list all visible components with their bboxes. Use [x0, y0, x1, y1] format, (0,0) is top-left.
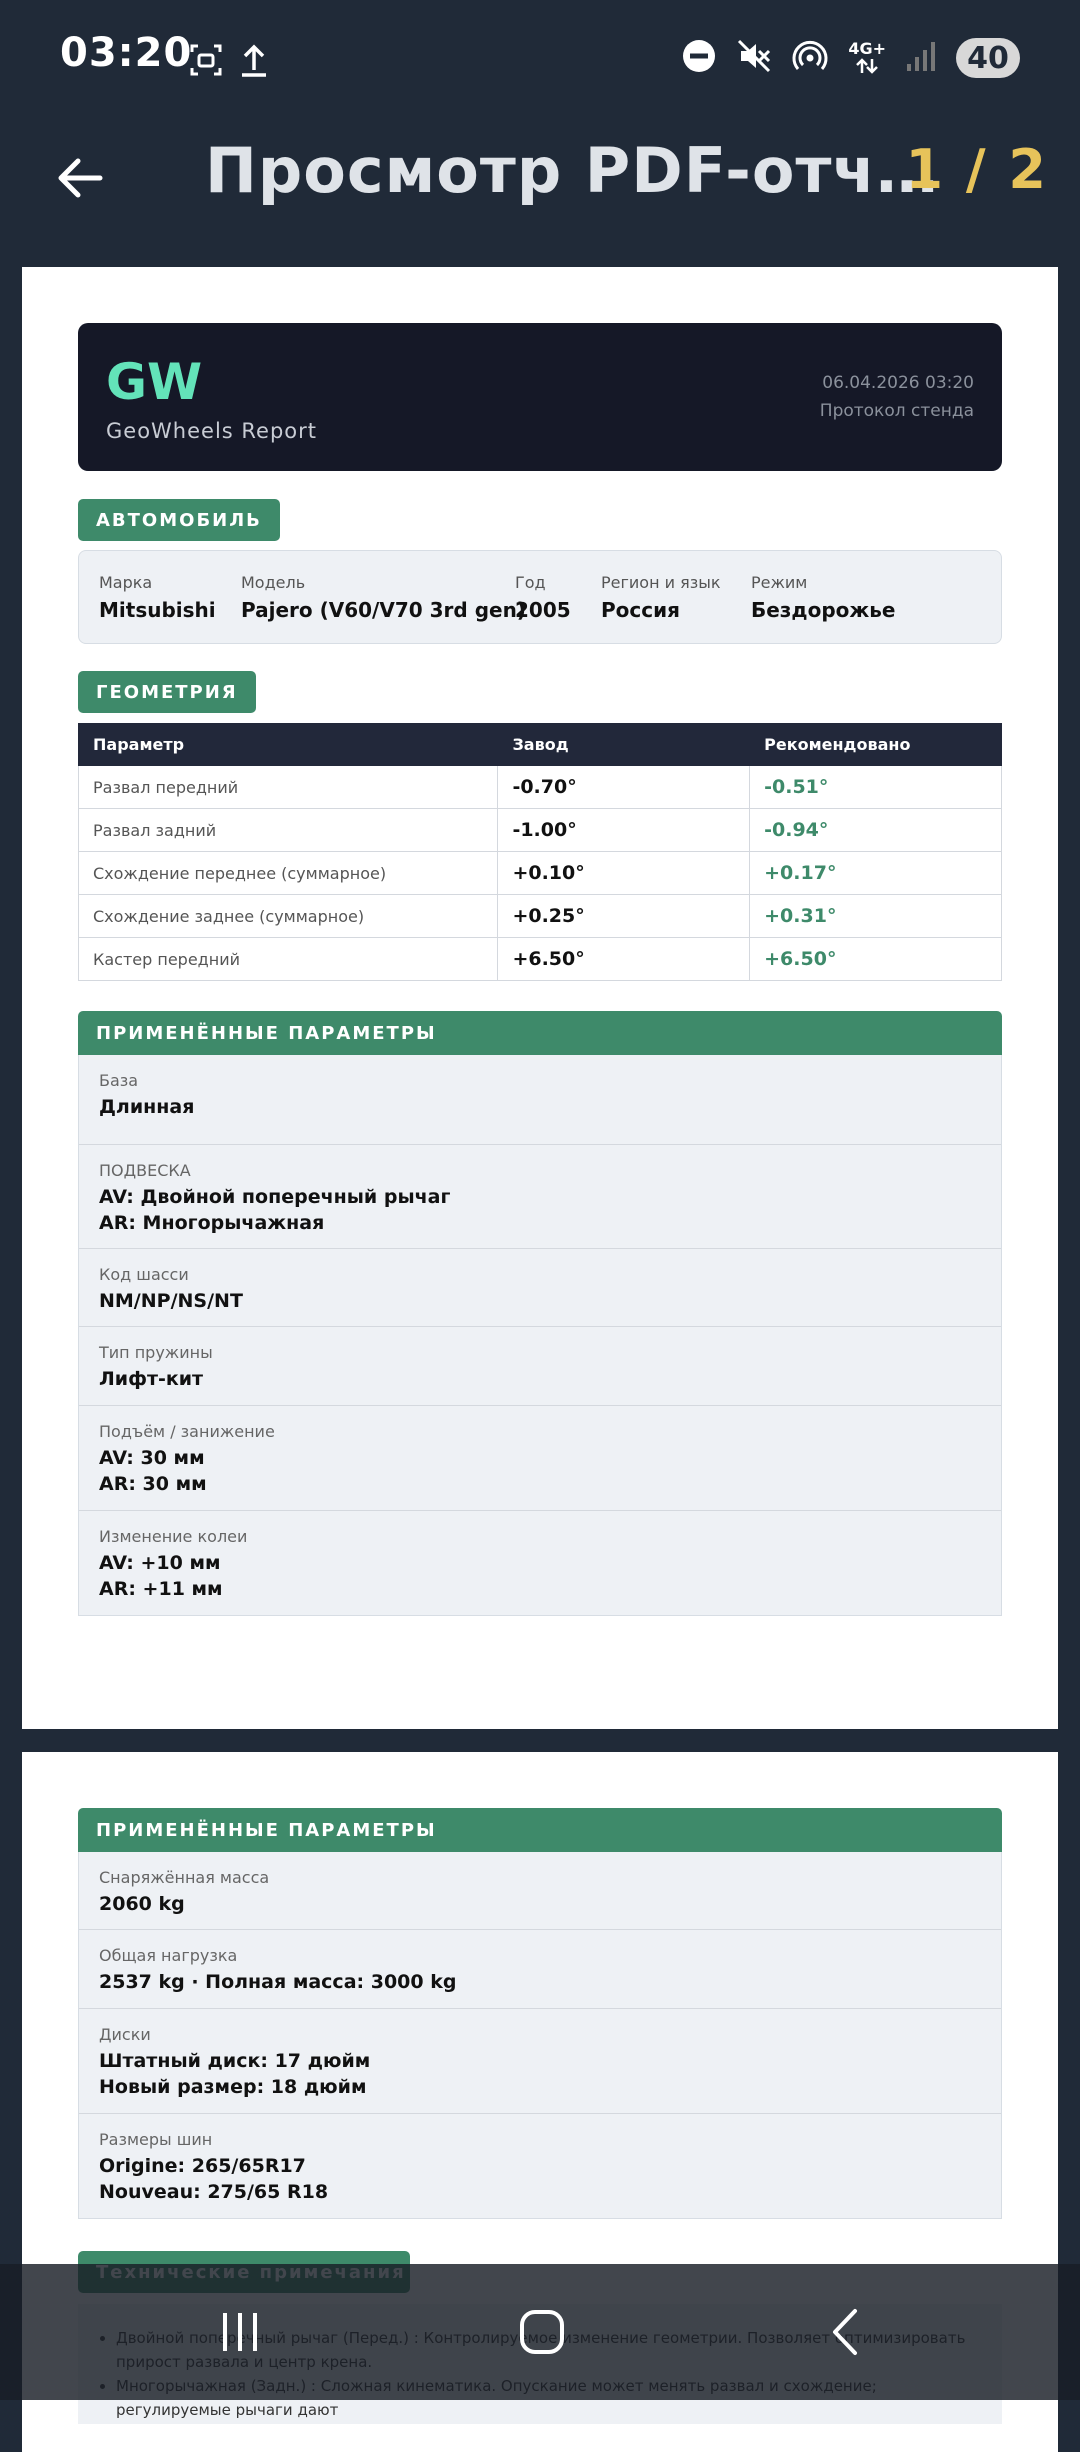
vehicle-field-mode [751, 573, 896, 622]
field-label: Модель [241, 573, 306, 592]
param-value: NM/NP/NS/NT [99, 1290, 243, 1312]
factory-value: -1.00° [498, 809, 750, 852]
param-value-line-1: AV: 30 мм [99, 1447, 205, 1469]
back-button[interactable] [40, 138, 120, 218]
recents-button[interactable] [190, 2292, 290, 2372]
report-date: 06.04.2026 03:20 [822, 373, 974, 393]
field-value: Бездорожье [751, 598, 896, 622]
page-title: Просмотр PDF-отч… [205, 134, 939, 207]
list-item [79, 1145, 1001, 1249]
status-time: 03:20 [60, 30, 193, 76]
table-header-row [79, 724, 1002, 766]
param-name: Схождение переднее (суммарное) [79, 852, 498, 895]
network-type-icon [848, 41, 886, 75]
recommended-value: +0.31° [750, 895, 1002, 938]
list-item: • регулируемые рычаги дают [116, 2374, 982, 2422]
param-value: Лифт-кит [99, 1368, 204, 1390]
recents-icon [215, 2307, 265, 2357]
hotspot-icon [792, 38, 828, 78]
recommended-value: -0.94° [750, 809, 1002, 852]
list-item [79, 1930, 1001, 2009]
param-label: Общая нагрузка [99, 1946, 238, 1965]
vehicle-field-model [241, 573, 526, 622]
param-name: Развал передний [79, 766, 498, 809]
param-value-line-2: AR: 30 мм [99, 1473, 207, 1495]
param-name: Кастер передний [79, 938, 498, 981]
field-label: Регион и язык [601, 573, 721, 592]
table-row [79, 809, 1002, 852]
status-bar [0, 0, 1080, 120]
upload-icon [234, 40, 274, 80]
recommended-value: -0.51° [750, 766, 1002, 809]
back-nav-button[interactable] [796, 2292, 896, 2372]
list-item [79, 1327, 1001, 1406]
param-label: Диски [99, 2025, 151, 2044]
section-applied-params-label: ПРИМЕНЁННЫЕ ПАРАМЕТРЫ [78, 1011, 1002, 1055]
param-name: Развал задний [79, 809, 498, 852]
list-item [79, 1406, 1001, 1511]
network-type-label: 4G+ [848, 39, 886, 58]
report-protocol: Протокол стенда [819, 401, 974, 421]
param-value-line-1: Origine: 265/65R17 [99, 2155, 306, 2177]
section-geometry-label: ГЕОМЕТРИЯ [78, 671, 256, 713]
param-value: Длинная [99, 1096, 195, 1118]
signal-icon [906, 40, 936, 76]
do-not-disturb-icon [682, 39, 716, 77]
list-item [79, 2114, 1001, 2218]
arrow-left-icon [52, 150, 108, 206]
list-item [79, 1511, 1001, 1615]
navigation-bar [0, 2264, 1080, 2400]
list-item [79, 1055, 1001, 1145]
param-label: Тип пружины [99, 1343, 213, 1362]
recommended-value: +0.17° [750, 852, 1002, 895]
param-value-line-2: AR: Многорычажная [99, 1212, 325, 1234]
field-label: Год [515, 573, 546, 592]
param-value-line-1: Штатный диск: 17 дюйм [99, 2050, 371, 2072]
field-value: Россия [601, 598, 680, 622]
param-value-line-1: AV: Двойной поперечный рычаг [99, 1186, 451, 1208]
factory-value: -0.70° [498, 766, 750, 809]
param-label: База [99, 1071, 139, 1090]
field-value: 2005 [515, 598, 571, 622]
battery-indicator: 40 [956, 38, 1020, 78]
app-bar [0, 120, 1080, 244]
field-label: Марка [99, 573, 153, 592]
chevron-left-icon [821, 2307, 871, 2357]
table-row [79, 938, 1002, 981]
vehicle-field-year [515, 573, 571, 622]
factory-value: +0.25° [498, 895, 750, 938]
list-item [79, 1852, 1001, 1930]
report-subtitle: GeoWheels Report [106, 419, 318, 443]
section-vehicle-label: АВТОМОБИЛЬ [78, 499, 280, 541]
table-row [79, 852, 1002, 895]
column-header-factory: Завод [498, 724, 750, 766]
page-indicator: 1 / 2 [905, 138, 1048, 201]
param-value: 2537 kg · Полная масса: 3000 kg [99, 1971, 457, 1993]
pdf-page-1 [22, 267, 1058, 1729]
param-label: Изменение колеи [99, 1527, 248, 1546]
list-item [79, 1249, 1001, 1327]
vehicle-field-make [99, 573, 216, 622]
param-value-line-2: Новый размер: 18 дюйм [99, 2076, 367, 2098]
param-name: Схождение заднее (суммарное) [79, 895, 498, 938]
list-item [79, 2009, 1001, 2114]
geometry-table [78, 723, 1002, 981]
table-row [79, 895, 1002, 938]
field-value: Mitsubishi [99, 598, 216, 622]
field-value: Pajero (V60/V70 3rd gen) [241, 598, 526, 622]
param-label: ПОДВЕСКА [99, 1161, 191, 1180]
vehicle-info [78, 550, 1002, 644]
report-header [78, 323, 1002, 471]
vehicle-field-region [601, 573, 721, 622]
param-value-line-2: AR: +11 мм [99, 1578, 223, 1600]
section-applied-params-label: ПРИМЕНЁННЫЕ ПАРАМЕТРЫ [78, 1808, 1002, 1852]
param-value-line-2: Nouveau: 275/65 R18 [99, 2181, 329, 2203]
param-label: Снаряжённая масса [99, 1868, 270, 1887]
param-label: Код шасси [99, 1265, 189, 1284]
param-value: 2060 kg [99, 1893, 185, 1915]
column-header-parameter: Параметр [79, 724, 498, 766]
factory-value: +6.50° [498, 938, 750, 981]
factory-value: +0.10° [498, 852, 750, 895]
home-icon [514, 2304, 570, 2360]
param-value-line-1: AV: +10 мм [99, 1552, 221, 1574]
applied-params-list [78, 1055, 1002, 1616]
recommended-value: +6.50° [750, 938, 1002, 981]
applied-params-list [78, 1852, 1002, 2219]
report-logo: GW [106, 353, 203, 411]
param-label: Размеры шин [99, 2130, 213, 2149]
mute-icon [736, 38, 772, 78]
table-row [79, 766, 1002, 809]
param-label: Подъём / занижение [99, 1422, 275, 1441]
column-header-recommended: Рекомендовано [750, 724, 1002, 766]
field-label: Режим [751, 573, 808, 592]
screenshot-icon [186, 40, 226, 80]
home-button[interactable] [492, 2292, 592, 2372]
